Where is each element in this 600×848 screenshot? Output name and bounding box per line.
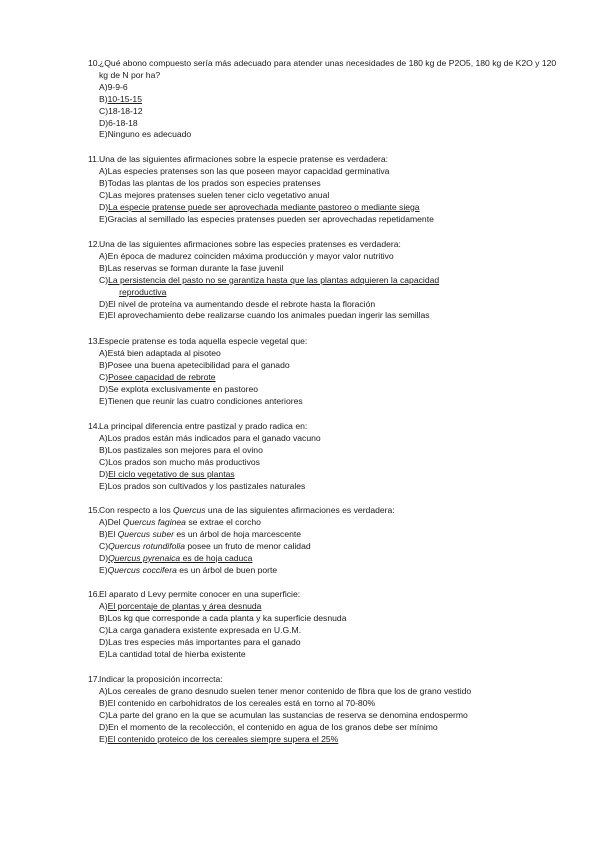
question-text: Especie pratense es toda aquella especie vegetal que: <box>99 336 308 346</box>
option-letter: B) <box>99 177 108 188</box>
option-letter: E) <box>99 129 108 140</box>
option-text: 18-18-12 <box>108 105 143 116</box>
option-a <box>99 601 558 613</box>
option-text: Posee una buena apetecibilidad para el ganado <box>107 359 290 370</box>
option-b <box>99 263 558 275</box>
option-text: El Quercus suber es un árbol de hoja marcescente <box>107 528 302 539</box>
option-letter: D) <box>99 721 109 732</box>
option-c <box>99 625 558 637</box>
option-letter: C) <box>99 105 109 116</box>
genus-name: Quercus <box>173 505 206 515</box>
option-c <box>99 457 558 469</box>
option-letter: C) <box>99 709 109 720</box>
correct-answer-text: Posee capacidad de rebrote <box>108 371 216 382</box>
option-text: Los kg que corresponde a cada planta y ka superficie desnuda <box>107 612 347 623</box>
question-11 <box>88 154 558 225</box>
option-letter: E) <box>99 480 108 491</box>
option-letter: E) <box>99 395 108 406</box>
option-letter: A) <box>99 600 108 611</box>
question-17 <box>88 674 558 745</box>
question-15 <box>88 505 558 576</box>
correct-answer-text: El ciclo vegetativo de sus plantas <box>108 468 235 479</box>
option-letter: D) <box>99 552 109 563</box>
option-letter: C) <box>99 371 109 382</box>
option-a <box>99 82 558 94</box>
option-text: Las reservas se forman durante la fase juvenil <box>107 262 284 273</box>
question-text: Una de las siguientes afirmaciones sobre la especie pratense es verdadera: <box>99 154 389 164</box>
option-d <box>99 637 558 649</box>
option-letter: D) <box>99 636 109 647</box>
option-text: Los prados están más indicados para el ganado vacuno <box>107 432 321 443</box>
option-text: Los cereales de grano desnudo suelen tener menor contenido de fibra que los de grano vestido <box>107 685 472 696</box>
question-number: 17. <box>88 674 100 684</box>
option-b <box>99 445 558 457</box>
option-b <box>99 698 558 710</box>
option-text: El aprovechamiento debe realizarse cuando los animales puedan ingerir las semillas <box>107 310 430 321</box>
option-letter: A) <box>99 516 108 527</box>
option-a <box>99 166 558 178</box>
option-letter: A) <box>99 250 108 261</box>
option-d <box>99 384 558 396</box>
option-d <box>99 118 558 130</box>
option-b <box>99 94 558 106</box>
option-e <box>99 481 558 493</box>
option-letter: C) <box>99 189 109 200</box>
option-letter: E) <box>99 213 108 224</box>
question-text: ¿Qué abono compuesto sería más adecuado para atender unas necesidades de 180 kg de P2O5, 180 kg de K2O y 120 kg de N por ha? <box>99 58 557 80</box>
correct-answer-text: Quercus pyrenaica es de hoja caduca <box>108 552 253 563</box>
question-14 <box>88 421 558 492</box>
question-number: 13. <box>88 336 100 346</box>
option-text: Las tres especies más importantes para el ganado <box>108 636 301 647</box>
option-a <box>99 251 558 263</box>
option-c <box>99 106 558 118</box>
option-text: El contenido en carbohidratos de los cereales está en torno al 70-80% <box>107 697 376 708</box>
option-letter: A) <box>99 81 108 92</box>
option-text: Del Quercus faginea se extrae el corcho <box>107 516 261 527</box>
option-text: Las especies pratenses son las que poseen mayor capacidad germinativa <box>107 165 390 176</box>
option-letter: D) <box>99 201 109 212</box>
option-e <box>99 310 558 322</box>
option-text: En el momento de la recolección, el contenido en agua de los granos debe ser mínimo <box>108 721 438 732</box>
option-a <box>99 433 558 445</box>
question-number: 12. <box>88 239 100 249</box>
option-letter: A) <box>99 432 108 443</box>
option-letter: C) <box>99 624 109 635</box>
option-letter: E) <box>99 733 108 744</box>
option-a <box>99 348 558 360</box>
option-letter: B) <box>99 262 108 273</box>
option-letter: B) <box>99 612 108 623</box>
option-text: Se explota exclusivamente en pastoreo <box>108 383 259 394</box>
option-d <box>99 299 558 311</box>
option-c <box>99 372 558 384</box>
option-letter: E) <box>99 564 108 575</box>
option-letter: C) <box>99 456 109 467</box>
species-name: Quercus pyrenaica <box>108 552 181 563</box>
option-e <box>99 734 558 746</box>
question-number: 15. <box>88 505 100 515</box>
question-10 <box>88 58 558 141</box>
option-e <box>99 214 558 226</box>
species-name: Quercus coccifera <box>107 564 177 575</box>
option-text: La carga ganadera existente expresada en U.G.M. <box>108 624 302 635</box>
question-text: El aparato d Levy permite conocer en una superficie: <box>99 589 301 599</box>
question-text: Indicar la proposición incorrecta: <box>99 674 223 684</box>
option-d <box>99 469 558 481</box>
option-text: Está bien adaptada al pisoteo <box>107 347 221 358</box>
option-letter: B) <box>99 359 108 370</box>
option-c <box>99 710 558 722</box>
option-text: Quercus coccifera es un árbol de buen porte <box>107 564 278 575</box>
option-a <box>99 686 558 698</box>
option-text: Todas las plantas de los prados son especies pratenses <box>107 177 321 188</box>
option-e <box>99 649 558 661</box>
option-e <box>99 396 558 408</box>
option-letter: B) <box>99 528 108 539</box>
option-b <box>99 178 558 190</box>
option-letter: D) <box>99 383 109 394</box>
correct-answer-text: 10-15-15 <box>107 93 142 104</box>
question-13 <box>88 336 558 407</box>
option-text: Los prados son cultivados y los pastizales naturales <box>107 480 306 491</box>
question-16 <box>88 589 558 660</box>
option-e <box>99 129 558 141</box>
option-c <box>99 275 558 299</box>
species-name: Quercus rotundifolia <box>108 540 185 551</box>
option-text: Quercus rotundifolia posee un fruto de menor calidad <box>108 540 311 551</box>
option-letter: A) <box>99 685 108 696</box>
option-e <box>99 565 558 577</box>
question-12 <box>88 239 558 322</box>
option-letter: D) <box>99 298 109 309</box>
option-text: En época de madurez coinciden máxima producción y mayor valor nutritivo <box>107 250 394 261</box>
option-letter: B) <box>99 697 108 708</box>
option-text: 9-9-6 <box>107 81 128 92</box>
species-name: Quercus suber <box>117 528 174 539</box>
option-text: El nivel de proteína va aumentando desde el rebrote hasta la floración <box>108 298 376 309</box>
option-letter: A) <box>99 347 108 358</box>
option-letter: E) <box>99 648 108 659</box>
option-letter: E) <box>99 310 108 321</box>
option-letter: D) <box>99 468 109 479</box>
option-letter: B) <box>99 93 108 104</box>
option-c <box>99 541 558 553</box>
question-number: 14. <box>88 421 100 431</box>
option-b <box>99 360 558 372</box>
option-d <box>99 722 558 734</box>
question-number: 11. <box>88 154 100 164</box>
correct-answer-text: El porcentaje de plantas y área desnuda <box>107 600 262 611</box>
question-number: 10. <box>88 58 100 68</box>
option-d <box>99 553 558 565</box>
question-number: 16. <box>88 589 100 599</box>
option-a <box>99 517 558 529</box>
option-text: Los prados son mucho más productivos <box>108 456 260 467</box>
option-text: Los pastizales son mejores para el ovino <box>107 444 263 455</box>
option-letter: A) <box>99 165 108 176</box>
option-text: La cantidad total de hierba existente <box>107 648 246 659</box>
correct-answer-text: La especie pratense puede ser aprovechada mediante pastoreo o mediante siega <box>108 201 420 212</box>
correct-answer-text: El contenido proteico de los cereales siempre supera el 25% <box>107 733 339 744</box>
correct-answer-text: La persistencia del pasto no se garantiza hasta que las plantas adquieren la capacidad <box>108 274 440 285</box>
option-letter: D) <box>99 117 109 128</box>
option-b <box>99 613 558 625</box>
option-d <box>99 202 558 214</box>
option-text: Ninguno es adecuado <box>107 129 192 140</box>
question-text: Una de las siguientes afirmaciones sobre las especies pratenses es verdadera: <box>99 239 401 249</box>
question-text: La principal diferencia entre pastizal y prado radica en: <box>99 421 308 431</box>
question-text: Con respecto a los Quercus una de las siguientes afirmaciones es verdadera: <box>99 505 395 515</box>
species-name: Quercus faginea <box>122 516 186 527</box>
option-text: La parte del grano en la que se acumulan las sustancias de reserva se denomina endospermo <box>108 709 468 720</box>
correct-answer-text-continued: reproductiva <box>119 286 167 297</box>
option-letter: B) <box>99 444 108 455</box>
option-text: 6-18-18 <box>108 117 138 128</box>
option-text: Las mejores pratenses suelen tener ciclo vegetativo anual <box>108 189 330 200</box>
option-text: Gracias al semillado las especies pratenses pueden ser aprovechadas repetidamente <box>107 213 434 224</box>
option-b <box>99 529 558 541</box>
option-letter: C) <box>99 274 109 285</box>
option-c <box>99 190 558 202</box>
option-letter: C) <box>99 540 109 551</box>
option-text: Tienen que reunir las cuatro condiciones anteriores <box>107 395 303 406</box>
